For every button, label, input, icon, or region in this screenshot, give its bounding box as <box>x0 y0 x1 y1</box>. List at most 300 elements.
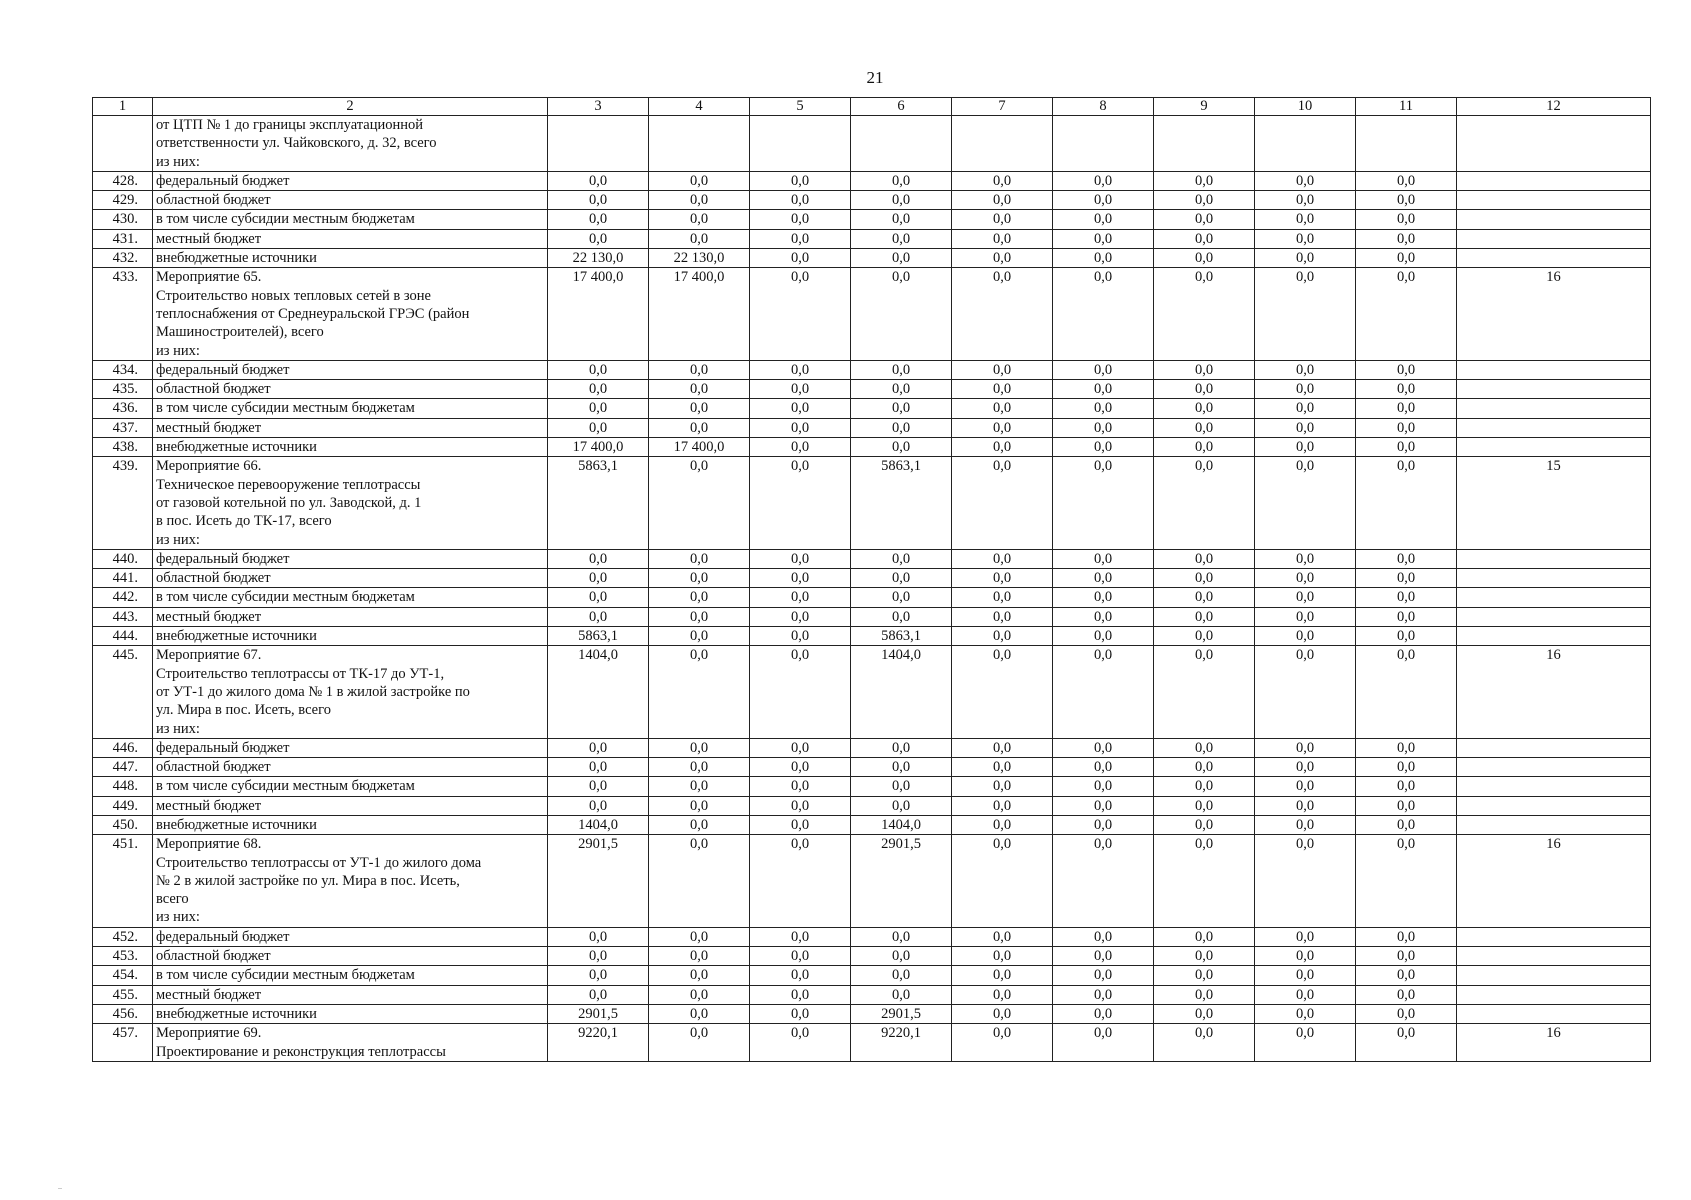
value-cell-col9: 0,0 <box>1154 777 1255 796</box>
description-line: федеральный бюджет <box>156 928 290 945</box>
value-cell-col7: 0,0 <box>952 966 1053 985</box>
page-number: 21 <box>866 68 884 87</box>
description-line: Мероприятие 66. <box>156 458 262 475</box>
value-cell-col12 <box>1457 418 1651 437</box>
value-cell-col3: 0,0 <box>548 796 649 815</box>
value-cell-col4: 0,0 <box>649 777 750 796</box>
value-cell-col12 <box>1457 947 1651 966</box>
value-cell-col3: 0,0 <box>548 399 649 418</box>
value-cell-col7: 0,0 <box>952 627 1053 646</box>
value-cell-col5: 0,0 <box>750 191 851 210</box>
value-cell-col3: 0,0 <box>548 360 649 379</box>
value-cell-col4: 0,0 <box>649 796 750 815</box>
value-cell-col9: 0,0 <box>1154 249 1255 268</box>
value-cell-col9: 0,0 <box>1154 966 1255 985</box>
value-cell-col6 <box>851 116 952 172</box>
value-cell-col5: 0,0 <box>750 457 851 549</box>
table-row <box>93 249 1651 268</box>
value-cell-col4: 0,0 <box>649 627 750 646</box>
value-cell-col6: 0,0 <box>851 549 952 568</box>
value-cell-col3: 0,0 <box>548 569 649 588</box>
value-cell-col5: 0,0 <box>750 966 851 985</box>
value-cell-col11: 0,0 <box>1356 191 1457 210</box>
description-line: из них: <box>156 909 200 926</box>
value-cell-col10: 0,0 <box>1255 457 1356 549</box>
description-line: внебюджетные источники <box>156 1005 317 1022</box>
row-number: 442. <box>93 588 153 607</box>
value-cell-col8: 0,0 <box>1053 758 1154 777</box>
value-cell-col6: 0,0 <box>851 966 952 985</box>
value-cell-col3: 5863,1 <box>548 627 649 646</box>
value-cell-col12 <box>1457 927 1651 946</box>
description-line: областной бюджет <box>156 192 271 209</box>
value-cell-col10: 0,0 <box>1255 758 1356 777</box>
value-cell-col5: 0,0 <box>750 927 851 946</box>
row-number: 434. <box>93 360 153 379</box>
value-cell-col4: 0,0 <box>649 399 750 418</box>
value-cell-col7: 0,0 <box>952 985 1053 1004</box>
value-cell-col10: 0,0 <box>1255 627 1356 646</box>
row-description <box>153 777 548 796</box>
value-cell-col10: 0,0 <box>1255 191 1356 210</box>
description-line: Строительство теплотрассы от ТК-17 до УТ-1, <box>156 665 445 682</box>
table-row <box>93 360 1651 379</box>
table-row <box>93 627 1651 646</box>
value-cell-col5: 0,0 <box>750 360 851 379</box>
value-cell-col8: 0,0 <box>1053 191 1154 210</box>
row-description <box>153 418 548 437</box>
description-line: из них: <box>156 153 200 170</box>
table-row <box>93 758 1651 777</box>
value-cell-col9: 0,0 <box>1154 549 1255 568</box>
description-line: от УТ-1 до жилого дома № 1 в жилой застройке по <box>156 683 470 700</box>
value-cell-col7: 0,0 <box>952 210 1053 229</box>
value-cell-col5: 0,0 <box>750 268 851 360</box>
row-number: 431. <box>93 229 153 248</box>
value-cell-col7: 0,0 <box>952 927 1053 946</box>
value-cell-col12 <box>1457 116 1651 172</box>
value-cell-col5: 0,0 <box>750 1024 851 1062</box>
value-cell-col12 <box>1457 569 1651 588</box>
value-cell-col10: 0,0 <box>1255 985 1356 1004</box>
value-cell-col3: 1404,0 <box>548 646 649 738</box>
value-cell-col4: 0,0 <box>649 457 750 549</box>
value-cell-col11: 0,0 <box>1356 249 1457 268</box>
row-description <box>153 646 548 738</box>
description-line: Проектирование и реконструкция теплотрассы <box>156 1043 446 1060</box>
table-row <box>93 1004 1651 1023</box>
table-row <box>93 1024 1651 1062</box>
value-cell-col6: 0,0 <box>851 418 952 437</box>
value-cell-col12 <box>1457 380 1651 399</box>
value-cell-col8: 0,0 <box>1053 927 1154 946</box>
value-cell-col6: 0,0 <box>851 588 952 607</box>
value-cell-col9: 0,0 <box>1154 399 1255 418</box>
column-header-8: 8 <box>1053 98 1154 116</box>
table-row <box>93 229 1651 248</box>
row-number: 452. <box>93 927 153 946</box>
description-line: ответственности ул. Чайковского, д. 32, всего <box>156 135 437 152</box>
value-cell-col10: 0,0 <box>1255 229 1356 248</box>
value-cell-col8: 0,0 <box>1053 777 1154 796</box>
description-line: ул. Мира в пос. Исеть, всего <box>156 702 331 719</box>
row-number: 433. <box>93 268 153 360</box>
row-description <box>153 229 548 248</box>
value-cell-col12 <box>1457 738 1651 757</box>
value-cell-col3: 9220,1 <box>548 1024 649 1062</box>
value-cell-col3: 0,0 <box>548 588 649 607</box>
table-row <box>93 835 1651 927</box>
value-cell-col12 <box>1457 438 1651 457</box>
description-line: местный бюджет <box>156 608 262 625</box>
value-cell-col4: 0,0 <box>649 380 750 399</box>
value-cell-col10: 0,0 <box>1255 399 1356 418</box>
value-cell-col7: 0,0 <box>952 380 1053 399</box>
value-cell-col8: 0,0 <box>1053 627 1154 646</box>
table-row <box>93 738 1651 757</box>
value-cell-col10: 0,0 <box>1255 249 1356 268</box>
value-cell-col6: 0,0 <box>851 985 952 1004</box>
description-line: федеральный бюджет <box>156 361 290 378</box>
row-description <box>153 796 548 815</box>
value-cell-col4: 0,0 <box>649 588 750 607</box>
value-cell-col12 <box>1457 588 1651 607</box>
value-cell-col4: 0,0 <box>649 835 750 927</box>
value-cell-col6: 0,0 <box>851 569 952 588</box>
value-cell-col5: 0,0 <box>750 549 851 568</box>
row-number: 444. <box>93 627 153 646</box>
value-cell-col7: 0,0 <box>952 1004 1053 1023</box>
value-cell-col12 <box>1457 985 1651 1004</box>
row-number: 441. <box>93 569 153 588</box>
value-cell-col12 <box>1457 399 1651 418</box>
value-cell-col3: 0,0 <box>548 210 649 229</box>
value-cell-col4: 0,0 <box>649 607 750 626</box>
value-cell-col3: 17 400,0 <box>548 438 649 457</box>
value-cell-col4: 0,0 <box>649 229 750 248</box>
value-cell-col3: 0,0 <box>548 927 649 946</box>
value-cell-col3: 17 400,0 <box>548 268 649 360</box>
row-description <box>153 360 548 379</box>
value-cell-col7: 0,0 <box>952 249 1053 268</box>
value-cell-col8: 0,0 <box>1053 796 1154 815</box>
value-cell-col11: 0,0 <box>1356 627 1457 646</box>
value-cell-col12 <box>1457 815 1651 834</box>
value-cell-col3: 0,0 <box>548 947 649 966</box>
value-cell-col11: 0,0 <box>1356 927 1457 946</box>
value-cell-col8: 0,0 <box>1053 457 1154 549</box>
row-description <box>153 738 548 757</box>
row-number: 439. <box>93 457 153 549</box>
description-line: внебюджетные источники <box>156 250 317 267</box>
value-cell-col8: 0,0 <box>1053 947 1154 966</box>
description-line: Строительство новых тепловых сетей в зоне <box>156 287 431 304</box>
row-number: 453. <box>93 947 153 966</box>
value-cell-col5 <box>750 116 851 172</box>
table-row <box>93 815 1651 834</box>
value-cell-col7: 0,0 <box>952 588 1053 607</box>
value-cell-col12 <box>1457 1004 1651 1023</box>
row-number: 428. <box>93 171 153 190</box>
row-number: 447. <box>93 758 153 777</box>
row-description <box>153 268 548 360</box>
value-cell-col3: 0,0 <box>548 607 649 626</box>
value-cell-col10: 0,0 <box>1255 360 1356 379</box>
value-cell-col3: 0,0 <box>548 171 649 190</box>
value-cell-col8: 0,0 <box>1053 569 1154 588</box>
value-cell-col10: 0,0 <box>1255 796 1356 815</box>
value-cell-col12: 16 <box>1457 646 1651 738</box>
value-cell-col5: 0,0 <box>750 985 851 1004</box>
description-line: внебюджетные источники <box>156 439 317 456</box>
value-cell-col11: 0,0 <box>1356 758 1457 777</box>
value-cell-col11: 0,0 <box>1356 947 1457 966</box>
value-cell-col7: 0,0 <box>952 758 1053 777</box>
value-cell-col9: 0,0 <box>1154 796 1255 815</box>
value-cell-col11: 0,0 <box>1356 985 1457 1004</box>
value-cell-col11: 0,0 <box>1356 360 1457 379</box>
row-number: 438. <box>93 438 153 457</box>
value-cell-col8: 0,0 <box>1053 399 1154 418</box>
value-cell-col4: 0,0 <box>649 360 750 379</box>
table-row <box>93 796 1651 815</box>
value-cell-col7: 0,0 <box>952 777 1053 796</box>
description-line: Машиностроителей), всего <box>156 324 324 341</box>
value-cell-col10: 0,0 <box>1255 1024 1356 1062</box>
value-cell-col5: 0,0 <box>750 738 851 757</box>
value-cell-col3: 0,0 <box>548 738 649 757</box>
value-cell-col4: 22 130,0 <box>649 249 750 268</box>
value-cell-col4: 0,0 <box>649 191 750 210</box>
value-cell-col12 <box>1457 758 1651 777</box>
value-cell-col10: 0,0 <box>1255 569 1356 588</box>
row-description <box>153 1024 548 1062</box>
value-cell-col12 <box>1457 191 1651 210</box>
value-cell-col8: 0,0 <box>1053 229 1154 248</box>
column-header-5: 5 <box>750 98 851 116</box>
row-description <box>153 815 548 834</box>
value-cell-col11: 0,0 <box>1356 549 1457 568</box>
table-row <box>93 457 1651 549</box>
value-cell-col4: 0,0 <box>649 947 750 966</box>
table-row <box>93 569 1651 588</box>
value-cell-col5: 0,0 <box>750 646 851 738</box>
description-line: Мероприятие 69. <box>156 1025 262 1042</box>
value-cell-col10: 0,0 <box>1255 268 1356 360</box>
value-cell-col9: 0,0 <box>1154 627 1255 646</box>
description-line: Мероприятие 65. <box>156 269 262 286</box>
row-number: 457. <box>93 1024 153 1062</box>
value-cell-col11: 0,0 <box>1356 646 1457 738</box>
value-cell-col10: 0,0 <box>1255 380 1356 399</box>
value-cell-col11: 0,0 <box>1356 210 1457 229</box>
value-cell-col10: 0,0 <box>1255 738 1356 757</box>
value-cell-col6: 0,0 <box>851 738 952 757</box>
row-description <box>153 249 548 268</box>
value-cell-col7: 0,0 <box>952 171 1053 190</box>
row-number: 436. <box>93 399 153 418</box>
value-cell-col4: 0,0 <box>649 758 750 777</box>
value-cell-col11: 0,0 <box>1356 835 1457 927</box>
value-cell-col12 <box>1457 777 1651 796</box>
value-cell-col6: 0,0 <box>851 268 952 360</box>
value-cell-col8: 0,0 <box>1053 360 1154 379</box>
row-description <box>153 947 548 966</box>
value-cell-col4: 0,0 <box>649 646 750 738</box>
value-cell-col11: 0,0 <box>1356 588 1457 607</box>
value-cell-col5: 0,0 <box>750 399 851 418</box>
value-cell-col9: 0,0 <box>1154 1024 1255 1062</box>
description-line: федеральный бюджет <box>156 739 290 756</box>
value-cell-col6: 0,0 <box>851 607 952 626</box>
description-line: из них: <box>156 531 200 548</box>
value-cell-col9: 0,0 <box>1154 607 1255 626</box>
value-cell-col8: 0,0 <box>1053 1004 1154 1023</box>
value-cell-col6: 0,0 <box>851 777 952 796</box>
description-line: в пос. Исеть до ТК-17, всего <box>156 513 332 530</box>
row-description <box>153 927 548 946</box>
value-cell-col9: 0,0 <box>1154 171 1255 190</box>
value-cell-col3: 5863,1 <box>548 457 649 549</box>
value-cell-col7: 0,0 <box>952 191 1053 210</box>
value-cell-col3: 0,0 <box>548 549 649 568</box>
value-cell-col8: 0,0 <box>1053 1024 1154 1062</box>
value-cell-col11: 0,0 <box>1356 569 1457 588</box>
value-cell-col6: 9220,1 <box>851 1024 952 1062</box>
value-cell-col7: 0,0 <box>952 738 1053 757</box>
row-description <box>153 1004 548 1023</box>
value-cell-col9: 0,0 <box>1154 210 1255 229</box>
value-cell-col10: 0,0 <box>1255 947 1356 966</box>
value-cell-col5: 0,0 <box>750 171 851 190</box>
value-cell-col12 <box>1457 229 1651 248</box>
description-line: Строительство теплотрассы от УТ-1 до жилого дома <box>156 854 482 871</box>
row-number: 445. <box>93 646 153 738</box>
value-cell-col11: 0,0 <box>1356 966 1457 985</box>
row-number: 432. <box>93 249 153 268</box>
value-cell-col12 <box>1457 171 1651 190</box>
row-description <box>153 569 548 588</box>
value-cell-col4 <box>649 116 750 172</box>
value-cell-col3: 0,0 <box>548 758 649 777</box>
value-cell-col10: 0,0 <box>1255 815 1356 834</box>
value-cell-col8: 0,0 <box>1053 438 1154 457</box>
description-line: Техническое перевооружение теплотрассы <box>156 476 421 493</box>
row-number: 429. <box>93 191 153 210</box>
value-cell-col5: 0,0 <box>750 210 851 229</box>
description-line: областной бюджет <box>156 759 271 776</box>
description-line: областной бюджет <box>156 948 271 965</box>
value-cell-col6: 1404,0 <box>851 646 952 738</box>
table-row <box>93 399 1651 418</box>
value-cell-col4: 0,0 <box>649 418 750 437</box>
value-cell-col12: 16 <box>1457 1024 1651 1062</box>
value-cell-col3: 2901,5 <box>548 1004 649 1023</box>
value-cell-col7: 0,0 <box>952 569 1053 588</box>
value-cell-col10: 0,0 <box>1255 777 1356 796</box>
table-row <box>93 210 1651 229</box>
value-cell-col12: 16 <box>1457 835 1651 927</box>
value-cell-col10: 0,0 <box>1255 549 1356 568</box>
row-description <box>153 758 548 777</box>
value-cell-col6: 0,0 <box>851 380 952 399</box>
value-cell-col3: 0,0 <box>548 985 649 1004</box>
row-description <box>153 627 548 646</box>
value-cell-col11: 0,0 <box>1356 777 1457 796</box>
value-cell-col6: 2901,5 <box>851 835 952 927</box>
value-cell-col7: 0,0 <box>952 607 1053 626</box>
value-cell-col10: 0,0 <box>1255 835 1356 927</box>
value-cell-col8: 0,0 <box>1053 171 1154 190</box>
value-cell-col4: 0,0 <box>649 549 750 568</box>
row-description <box>153 549 548 568</box>
row-description <box>153 985 548 1004</box>
value-cell-col5: 0,0 <box>750 249 851 268</box>
value-cell-col7: 0,0 <box>952 815 1053 834</box>
value-cell-col11: 0,0 <box>1356 738 1457 757</box>
value-cell-col9: 0,0 <box>1154 229 1255 248</box>
value-cell-col4: 0,0 <box>649 210 750 229</box>
value-cell-col10: 0,0 <box>1255 927 1356 946</box>
value-cell-col6: 0,0 <box>851 210 952 229</box>
value-cell-col8: 0,0 <box>1053 380 1154 399</box>
value-cell-col9: 0,0 <box>1154 947 1255 966</box>
value-cell-col5: 0,0 <box>750 569 851 588</box>
row-description <box>153 966 548 985</box>
value-cell-col9: 0,0 <box>1154 438 1255 457</box>
description-line: всего <box>156 891 189 908</box>
row-description <box>153 116 548 172</box>
description-line: местный бюджет <box>156 419 262 436</box>
value-cell-col7: 0,0 <box>952 457 1053 549</box>
value-cell-col11: 0,0 <box>1356 457 1457 549</box>
value-cell-col12: 16 <box>1457 268 1651 360</box>
description-line: в том числе субсидии местным бюджетам <box>156 400 415 417</box>
scan-mark <box>58 1188 62 1189</box>
value-cell-col7: 0,0 <box>952 438 1053 457</box>
row-description <box>153 457 548 549</box>
description-line: теплоснабжения от Среднеуральской ГРЭС (район <box>156 305 470 322</box>
value-cell-col9: 0,0 <box>1154 457 1255 549</box>
value-cell-col7: 0,0 <box>952 1024 1053 1062</box>
column-header-10: 10 <box>1255 98 1356 116</box>
value-cell-col10 <box>1255 116 1356 172</box>
value-cell-col11: 0,0 <box>1356 815 1457 834</box>
table-row <box>93 116 1651 172</box>
value-cell-col5: 0,0 <box>750 607 851 626</box>
row-number: 435. <box>93 380 153 399</box>
value-cell-col11: 0,0 <box>1356 1024 1457 1062</box>
value-cell-col6: 0,0 <box>851 249 952 268</box>
value-cell-col6: 5863,1 <box>851 627 952 646</box>
value-cell-col8: 0,0 <box>1053 418 1154 437</box>
value-cell-col9: 0,0 <box>1154 418 1255 437</box>
description-line: Мероприятие 67. <box>156 647 262 664</box>
row-number <box>93 116 153 172</box>
value-cell-col7: 0,0 <box>952 360 1053 379</box>
row-number: 448. <box>93 777 153 796</box>
value-cell-col10: 0,0 <box>1255 210 1356 229</box>
value-cell-col8: 0,0 <box>1053 966 1154 985</box>
row-description <box>153 438 548 457</box>
value-cell-col11: 0,0 <box>1356 438 1457 457</box>
value-cell-col12 <box>1457 549 1651 568</box>
column-header-7: 7 <box>952 98 1053 116</box>
value-cell-col8: 0,0 <box>1053 268 1154 360</box>
value-cell-col9: 0,0 <box>1154 191 1255 210</box>
value-cell-col4: 0,0 <box>649 171 750 190</box>
table-row <box>93 966 1651 985</box>
